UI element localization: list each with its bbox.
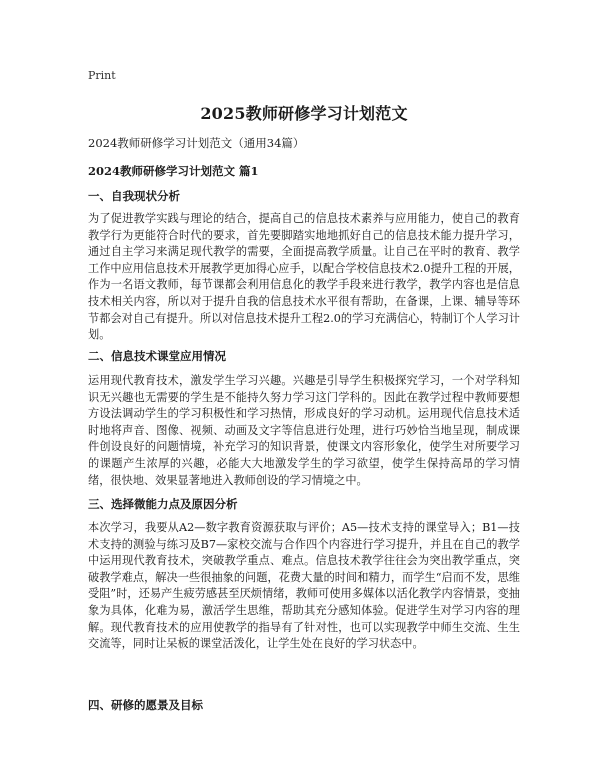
section-heading-1: 一、自我现状分析 bbox=[88, 189, 180, 203]
section-body-2: 运用现代教育技术，激发学生学习兴趣。兴趣是引导学生积极探究学习，一个对学科知识无兴趣也无需要的学生是不能持久努力学习这门学科的。因此在教学过程中教师要想方设法调动学生的学习积极性和学习热情，形成良好的学习动机。运用现代信息技术适时地将声音、图像、视频、动画及文字等信息进行处理，进行巧妙恰当地呈现，制成课件创设良好的问题情境，补充学习的知识背景，使课文内容形象化，使学生对所要学习的课题产生浓厚的兴趣，必能大大地激发学生的学习欲望，使学生保持高昂的学习情绪，很快地、效果显著地进入教师创设的学习情境之中。 bbox=[88, 374, 520, 487]
page-title: 2025教师研修学习计划范文 bbox=[200, 104, 408, 123]
document-subtitle: 2024教师研修学习计划范文（通用34篇） bbox=[88, 136, 305, 150]
article-heading: 2024教师研修学习计划范文 篇1 bbox=[88, 164, 259, 178]
section-heading-4: 四、研修的愿景及目标 bbox=[88, 698, 203, 712]
section-body-3: 本次学习，我要从A2—数字教育资源获取与评价；A5—技术支持的课堂导入；B1—技术支持的测验与练习及B7—家校交流与合作四个内容进行学习提升，并且在自己的教学中运用现代教育技术，突破教学重点、难点。信息技术教学往往会为突出教学重点，突破教学难点，解决一些很抽象的问题，花费大量的时间和精力，而学生“启而不发，思维受阻”时，还易产生疲劳感甚至厌烦情绪，教师可使用多媒体以活化教学内容情景，变抽象为具体，化难为易，激活学生思维，帮助其充分感知体验。促进学生对学习内容的理解。现代教育技术的应用使教学的指导有了针对性，也可以实现教学中师生交流、生生交流等，同时让呆板的课堂活泼化，让学生处在良好的学习状态中。 bbox=[88, 521, 520, 651]
print-label: Print bbox=[88, 69, 116, 82]
section-heading-3: 三、选择微能力点及原因分析 bbox=[88, 497, 238, 511]
section-heading-2: 二、信息技术课堂应用情况 bbox=[88, 349, 226, 363]
section-body-1: 为了促进教学实践与理论的结合，提高自己的信息技术素养与应用能力，使自己的教育教学行为更能符合时代的要求，首先要脚踏实地地抓好自己的信息技术能力提升学习，通过自主学习来满足现代教学的需要，全面提高教学质量。让自己在平时的教育、教学工作中应用信息技术开展教学更加得心应手，以配合学校信息技术2.0提升工程的开展，作为一名语文教师，每节课都会利用信息化的教学手段来进行教学，教学内容也是信息技术相关内容，所以对于提升自我的信息技术水平很有帮助，在备课，上课、辅导等环节都会对自己有提升。所以对信息技术提升工程2.0的学习充满信心，特制订个人学习计划。 bbox=[88, 212, 520, 342]
